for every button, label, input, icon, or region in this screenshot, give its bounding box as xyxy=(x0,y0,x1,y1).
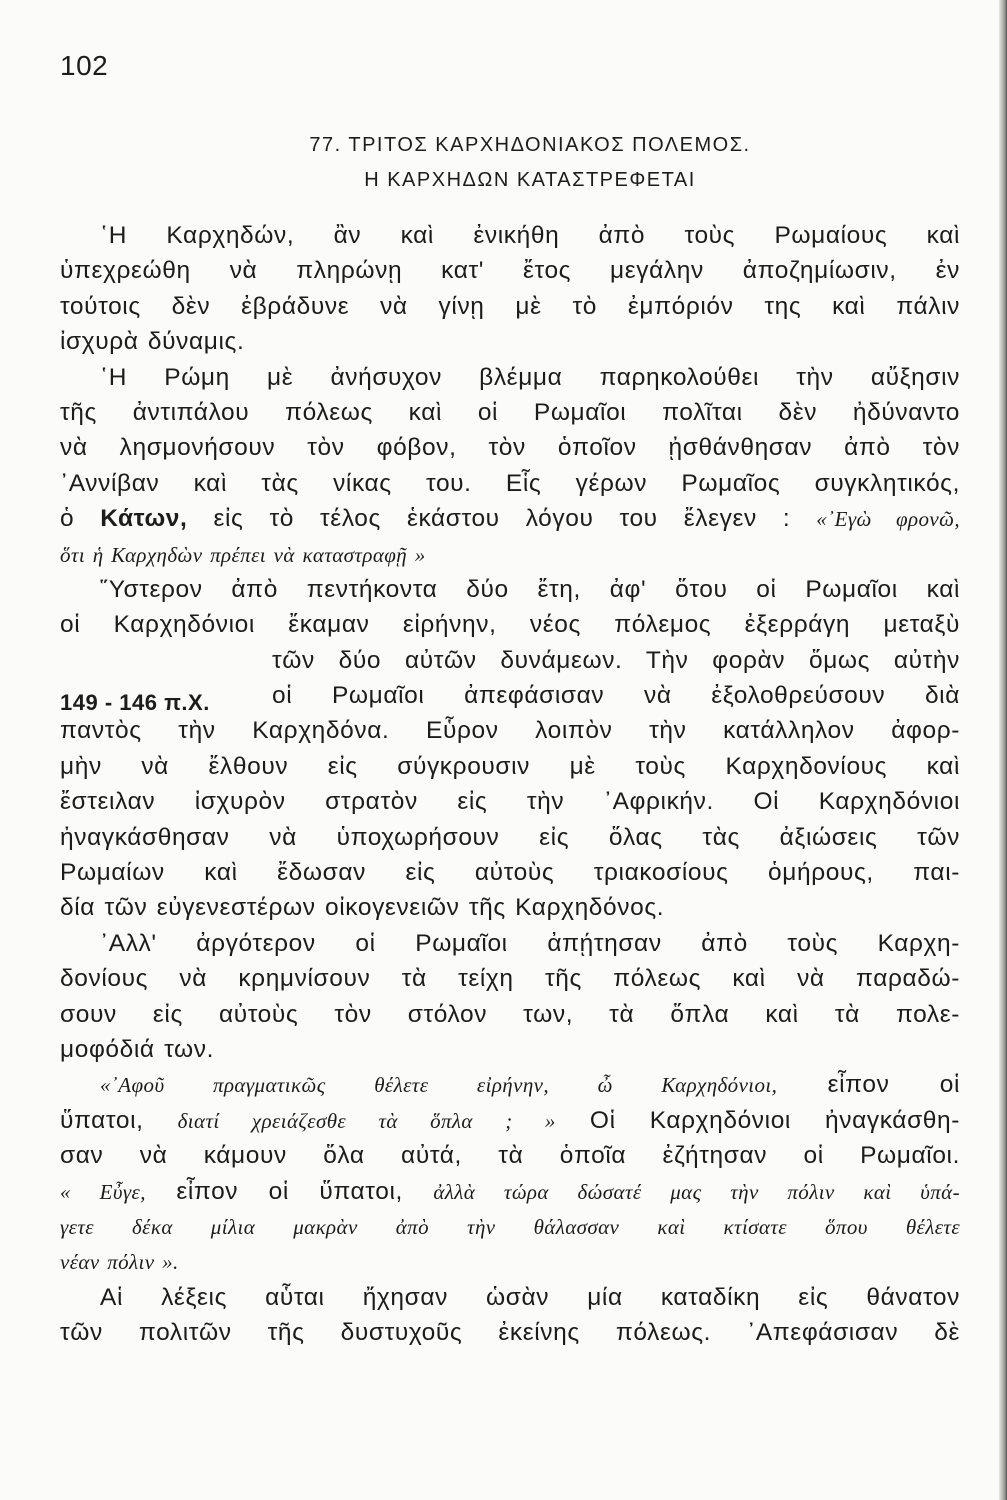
text-line: ἰσχυρὰ δύναμις. xyxy=(60,328,245,356)
quote-italic: διατί χρειάζεσθε τὰ ὅπλα ; » xyxy=(177,1108,556,1133)
text-line: σαν νὰ κάμουν ὅλα αὐτά, τὰ ὁποῖα ἐζήτησαν οἱ Ρωμαῖοι. xyxy=(60,1142,960,1170)
chapter-title-line-2: Η ΚΑΡΧΗΔΩΝ ΚΑΤΑΣΤΡΕΦΕΤΑΙ xyxy=(364,169,696,191)
text-line: τῶν δύο αὐτῶν δυνάμεων. Τὴν φορὰν ὅμως αὐτὴν xyxy=(272,646,960,674)
text-line: δία τῶν εὐγενεστέρων οἰκογενειῶν τῆς Καρχηδόνος. xyxy=(60,894,665,922)
text-run: εἶπον οἱ ὕπατοι, xyxy=(145,1177,434,1205)
text-line xyxy=(60,537,960,572)
emphasis-cato: Κάτων, xyxy=(100,505,188,533)
text-line: δονίους νὰ κρημνίσουν τὰ τείχη τῆς πόλεως καὶ νὰ παραδώ- xyxy=(60,965,960,993)
text-line: ἠναγκάσθησαν νὰ ὑποχωρήσουν εἰς ὅλας τὰς ἀξιώσεις τῶν xyxy=(60,823,960,851)
text-line: τῆς ἀντιπάλου πόλεως καὶ οἱ Ρωμαῖοι πολῖται δὲν ἠδύναντο xyxy=(60,398,960,426)
text-line: τῶν πολιτῶν τῆς δυστυχοῦς ἐκείνης πόλεως. ᾿Απεφάσισαν δὲ xyxy=(60,1319,960,1347)
margin-date-note: 149 - 146 π.Χ. xyxy=(60,690,210,715)
page-number: 102 xyxy=(60,50,109,81)
quote-italic: « Εὖγε, xyxy=(60,1179,146,1204)
text-run: ὁ xyxy=(60,505,101,533)
text-line: τούτοις δὲν ἐβράδυνε νὰ γίνῃ μὲ τὸ ἐμπόριόν της καὶ πάλιν xyxy=(60,292,960,320)
text-line: μὴν νὰ ἔλθουν εἰς σύγκρουσιν μὲ τοὺς Καρχηδονίους καὶ xyxy=(60,752,960,780)
text-line xyxy=(60,1174,960,1209)
text-line xyxy=(60,1244,960,1279)
text-line: ᾿Αλλ' ἀργότερον οἱ Ρωμαῖοι ἀπῄτησαν ἀπὸ τοὺς Καρχη- xyxy=(100,929,960,957)
text-line: ὑπεχρεώθη νὰ πληρώνῃ κατ' ἔτος μεγάλην ἀποζημίωσιν, ἐν xyxy=(60,257,960,285)
text-line: οἱ Ρωμαῖοι ἀπεφάσισαν νὰ ἐξολοθρεύσουν διὰ xyxy=(272,682,960,710)
text-line: Ρωμαίων καὶ ἔδωσαν εἰς αὐτοὺς τριακοσίους ὁμήρους, παι- xyxy=(60,859,960,887)
chapter-title-line-1: 77. ΤΡΙΤΟΣ ΚΑΡΧΗΔΟΝΙΑΚΟΣ ΠΟΛΕΜΟΣ. xyxy=(309,134,751,156)
text-line: ῾Η Ρώμη μὲ ἀνήσυχον βλέμμα παρηκολούθει τὴν αὔξησιν xyxy=(100,363,960,391)
text-line: μοφόδιά των. xyxy=(60,1035,215,1063)
text-line xyxy=(60,501,960,536)
text-line: Αἱ λέξεις αὗται ἤχησαν ὡσὰν μία καταδίκη εἰς θάνατον xyxy=(100,1283,960,1311)
text-line: ῞Υστερον ἀπὸ πεντήκοντα δύο ἔτη, ἀφ' ὅτου οἱ Ρωμαῖοι καὶ xyxy=(100,575,960,603)
text-line xyxy=(60,1067,960,1102)
text-run: εἶπον οἱ xyxy=(777,1071,960,1099)
quote-italic: ἀλλὰ τώρα δώσατέ μας τὴν πόλιν καὶ ὑπά- xyxy=(433,1179,960,1204)
text-line xyxy=(60,1209,960,1244)
chapter-title xyxy=(100,128,960,198)
text-line: παντὸς τὴν Καρχηδόνα. Εὗρον λοιπὸν τὴν κατάλληλον ἀφορ- xyxy=(60,717,960,745)
body-text xyxy=(60,218,960,1351)
page-edge-shadow xyxy=(999,0,1007,1500)
text-line: σουν εἰς αὐτοὺς τὸν στόλον των, τὰ ὅπλα καὶ τὰ πολε- xyxy=(60,1000,960,1028)
text-line: ἔστειλαν ἰσχυρὸν στρατὸν εἰς τὴν ᾿Αφρικήν. Οἱ Καρχηδόνιοι xyxy=(60,788,960,816)
text-line xyxy=(60,1103,960,1138)
text-line: ᾿Αννίβαν καὶ τὰς νίκας του. Εἷς γέρων Ρωμαῖος συγκλητικός, xyxy=(60,469,960,497)
text-line: οἱ Καρχηδόνιοι ἔκαμαν εἰρήνην, νέος πόλεμος ἐξερράγη μεταξὺ xyxy=(60,611,960,639)
quote-italic: νέαν πόλιν ». xyxy=(60,1250,179,1275)
text-line: ῾Η Καρχηδών, ἂν καὶ ἐνικήθη ἀπὸ τοὺς Ρωμαίους καὶ xyxy=(100,222,960,249)
quote-italic: «᾿Εγὼ φρονῶ, xyxy=(816,507,960,532)
text-run: εἰς τὸ τέλος ἑκάστου λόγου του ἔλεγεν : xyxy=(187,505,817,533)
quote-italic: γετε δέκα μίλια μακρὰν ἀπὸ τὴν θάλασσαν καὶ κτίσατε ὅπου θέλετε xyxy=(60,1214,960,1239)
text-run: Οἱ Καρχηδόνιοι ἠναγκάσθη- xyxy=(555,1106,960,1134)
text-line: νὰ λησμονήσουν τὸν φόβον, τὸν ὁποῖον ᾐσθάνθησαν ἀπὸ τὸν xyxy=(60,434,960,462)
quote-italic: «᾿Αφοῦ πραγματικῶς θέλετε εἰρήνην, ὦ Καρχηδόνιοι, xyxy=(100,1073,778,1098)
quote-italic: ὅτι ἡ Καρχηδὼν πρέπει νὰ καταστραφῇ » xyxy=(60,542,426,567)
text-run: ὕπατοι, xyxy=(60,1106,178,1134)
